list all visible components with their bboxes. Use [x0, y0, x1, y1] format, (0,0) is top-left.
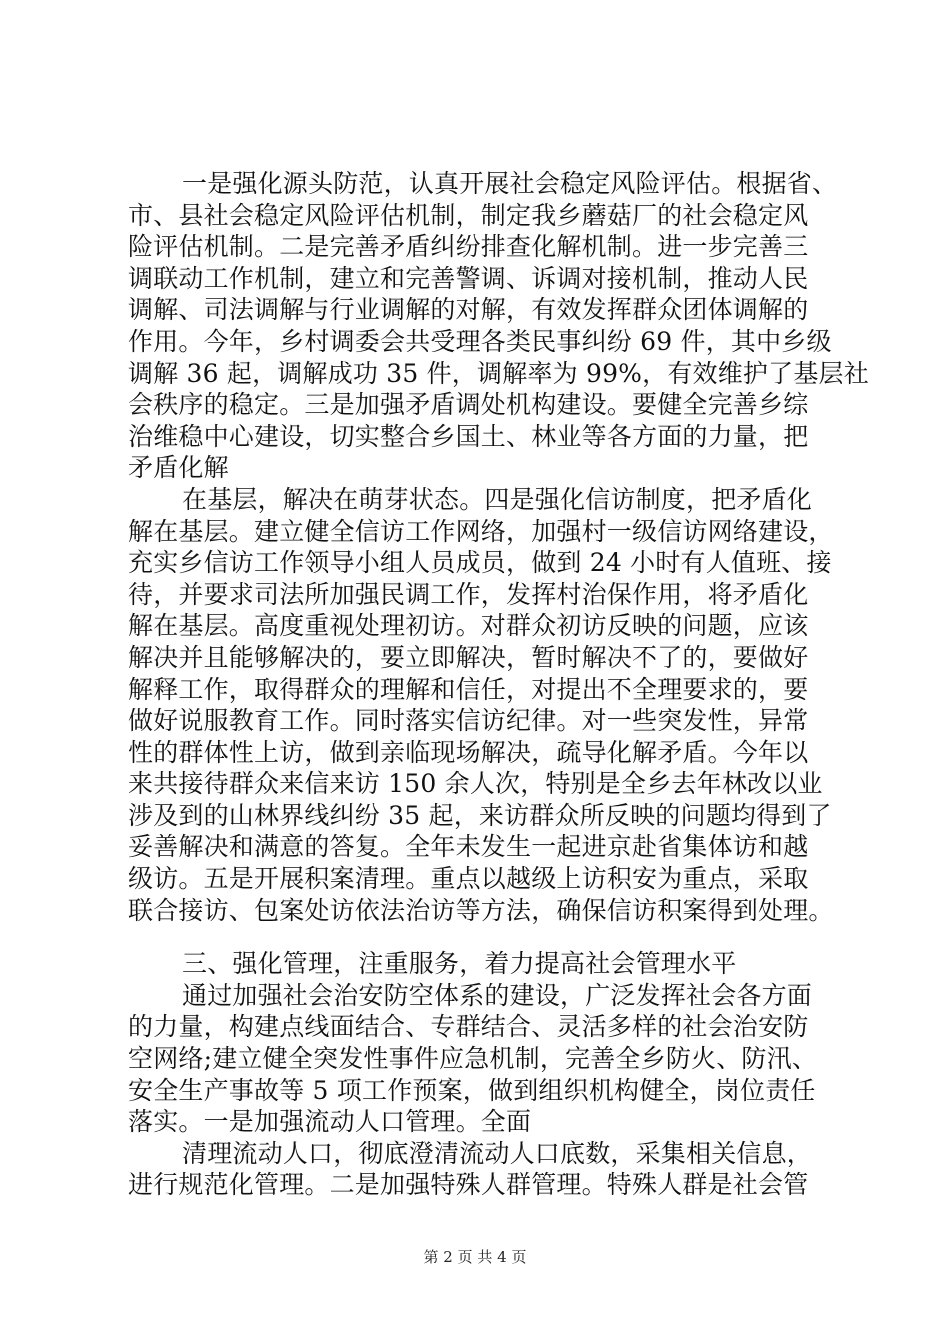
text-line: 清理流动人口，彻底澄清流动人口底数，采集相关信息， — [182, 1138, 813, 1168]
text-line: 会秩序的稳定。三是加强矛盾调处机构建设。要健全完善乡综 — [128, 390, 809, 420]
text-line: 的力量，构建点线面结合、专群结合、灵活多样的社会治安防 — [128, 1012, 809, 1042]
text-line: 来共接待群众来信来访 150 余人次，特别是全乡去年林改以业 — [128, 769, 823, 799]
section-heading: 三、强化管理，注重服务，着力提高社会管理水平 — [182, 949, 737, 979]
text-line: 市、县社会稳定风险评估机制，制定我乡蘑菇厂的社会稳定风 — [128, 200, 809, 230]
text-line: 通过加强社会治安防空体系的建设，广泛发挥社会各方面 — [182, 980, 813, 1010]
page-number-footer: 第 2 页 共 4 页 — [423, 1248, 527, 1266]
text-line: 解在基层。高度重视处理初访。对群众初访反映的问题，应该 — [128, 611, 809, 641]
text-line: 联合接访、包案处访依法治访等方法，确保信访积案得到处理。 — [128, 895, 834, 925]
text-line: 空网络;建立健全突发性事件应急机制，完善全乡防火、防汛、 — [128, 1044, 818, 1074]
text-line: 妥善解决和满意的答复。全年未发生一起进京赴省集体访和越 — [128, 832, 809, 862]
paragraph-risk-assessment — [128, 168, 869, 484]
text-line: 解决并且能够解决的，要立即解决，暂时解决不了的，要做好 — [128, 642, 809, 672]
text-line: 待，并要求司法所加强民调工作，发挥村治保作用，将矛盾化 — [128, 579, 809, 609]
text-line: 性的群体性上访，做到亲临现场解决，疏导化解矛盾。今年以 — [128, 737, 809, 767]
text-line: 一是强化源头防范，认真开展社会稳定风险评估。根据省、 — [182, 169, 838, 198]
text-line: 调联动工作机制，建立和完善警调、诉调对接机制，推动人民 — [128, 263, 809, 293]
text-line: 涉及到的山林界线纠纷 35 起，来访群众所反映的问题均得到了 — [128, 800, 832, 830]
text-line: 做好说服教育工作。同时落实信访纪律。对一些突发性，异常 — [128, 706, 809, 736]
text-line: 矛盾化解 — [128, 453, 229, 483]
text-line: 调解、司法调解与行业调解的对解，有效发挥群众团体调解的 — [128, 295, 809, 325]
text-line: 作用。今年，乡村调委会共受理各类民事纠纷 69 件，其中乡级 — [128, 326, 832, 356]
text-line: 在基层，解决在萌芽状态。四是强化信访制度，把矛盾化 — [182, 484, 813, 514]
text-line: 治维稳中心建设，切实整合乡国土、林业等各方面的力量，把 — [128, 421, 809, 451]
text-line: 进行规范化管理。二是加强特殊人群管理。特殊人群是社会管 — [128, 1170, 809, 1200]
text-line: 险评估机制。二是完善矛盾纠纷排查化解机制。进一步完善三 — [128, 232, 809, 262]
text-line: 落实。一是加强流动人口管理。全面 — [128, 1107, 532, 1137]
paragraph-floating-population — [128, 1138, 833, 1201]
document-body — [128, 168, 869, 1201]
text-line: 充实乡信访工作领导小组人员成员，做到 24 小时有人值班、接 — [128, 548, 832, 578]
paragraph-public-security — [128, 980, 833, 1138]
paragraph-petition-system — [128, 484, 833, 926]
text-line: 解释工作，取得群众的理解和信任，对提出不全理要求的，要 — [128, 674, 809, 704]
text-line: 调解 36 起，调解成功 35 件，调解率为 99%，有效维护了基层社 — [128, 358, 869, 388]
text-line: 安全生产事故等 5 项工作预案，做到组织机构健全，岗位责任 — [128, 1075, 816, 1105]
text-line: 解在基层。建立健全信访工作网络，加强村一级信访网络建设， — [128, 516, 834, 546]
section-heading-three — [128, 948, 833, 980]
text-line: 级访。五是开展积案清理。重点以越级上访积安为重点，采取 — [128, 864, 809, 894]
